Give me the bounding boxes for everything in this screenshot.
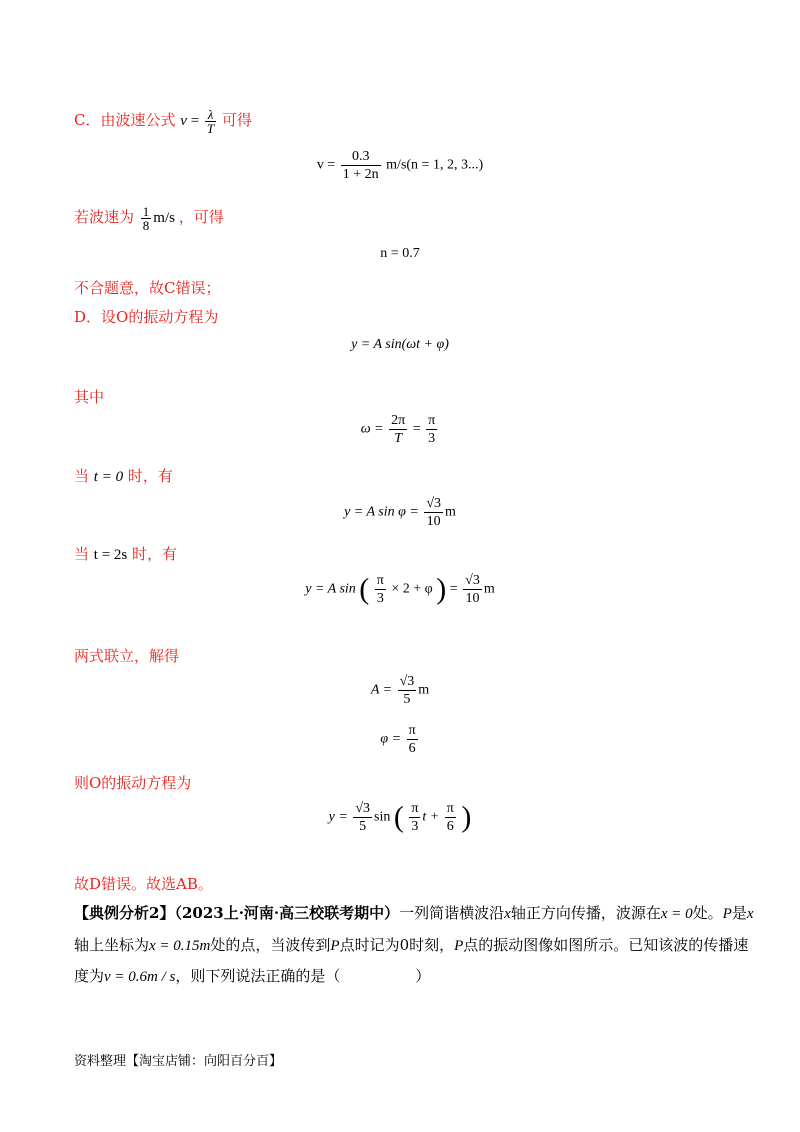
d-t0-line: 当 t = 0 时，有 (74, 467, 173, 485)
example-line-1: 【典例分析2】（2023上·河南·高三校联考期中）一列简谐横波沿x轴正方向传播，波源在x = 0处。P是x (74, 904, 754, 922)
d-final-equation: y = $\frac{√3}{5}$ sin ( $\frac{\pi}{3}$ t + $\frac{\pi}{6}$ ) (328, 800, 472, 834)
d-equation-1: y = A sin(ωt + φ) (351, 337, 449, 352)
c-equation: v = $\frac{0.3}{1 + 2n}$ m/s(n = 1, 2, 3...) (316, 149, 484, 182)
lambda-over-t: $\frac{\lambda}{T}$ (206, 107, 215, 136)
d-then: 则O的振动方程为 (74, 774, 192, 792)
c-conclusion: 不合题意，故C错误； (74, 279, 221, 297)
d-qizhong: 其中 (74, 388, 105, 406)
example-line-3: 度为v = 0.6m / s，则下列说法正确的是（ ） (74, 967, 431, 985)
c-intro-pre: C．由波速公式 (74, 110, 176, 129)
d-intro: D．设O的振动方程为 (74, 308, 219, 326)
c-if-line: 若波速为 $\frac{1}{8}$ m/s ，可得 (74, 204, 224, 233)
d-t2-line: 当 t = 2s 时，有 (74, 545, 178, 563)
d-phi-equation: φ = $\frac{\pi}{6}$ (380, 723, 416, 756)
d-equation-2: y = A sin φ = $\frac{√3}{10}$ m (344, 496, 456, 529)
c-intro-line (74, 108, 252, 135)
d-A-equation: A = $\frac{√3}{5}$ m (370, 674, 430, 707)
example-tag: 【典例分析2】 (74, 904, 175, 922)
c-n-equation: n = 0.7 (380, 246, 420, 261)
v-formula: v = $\frac{\lambda}{T}$ (180, 107, 215, 136)
c-intro-post: 可得 (221, 110, 252, 129)
d-conclusion: 故D错误。故选AB。 (74, 875, 213, 893)
example-line-2: 轴上坐标为x = 0.15m处的点，当波传到P点时记为0时刻，P点的振动图像如图所示。已知该波的传播速 (74, 936, 749, 954)
d-joint: 两式联立，解得 (74, 647, 180, 665)
d-equation-3: y = A sin ( $\frac{\pi}{3}$ × 2 + φ ) = $\frac{√3}{10}$ m (305, 572, 495, 606)
example-source: （2023上·河南·高三校联考期中） (174, 904, 400, 922)
d-omega-equation: ω = $\frac{2\pi}{T}$ = $\frac{\pi}{3}$ (360, 413, 436, 446)
page-footer: 资料整理【淘宝店铺：向阳百分百】 (74, 1054, 283, 1069)
